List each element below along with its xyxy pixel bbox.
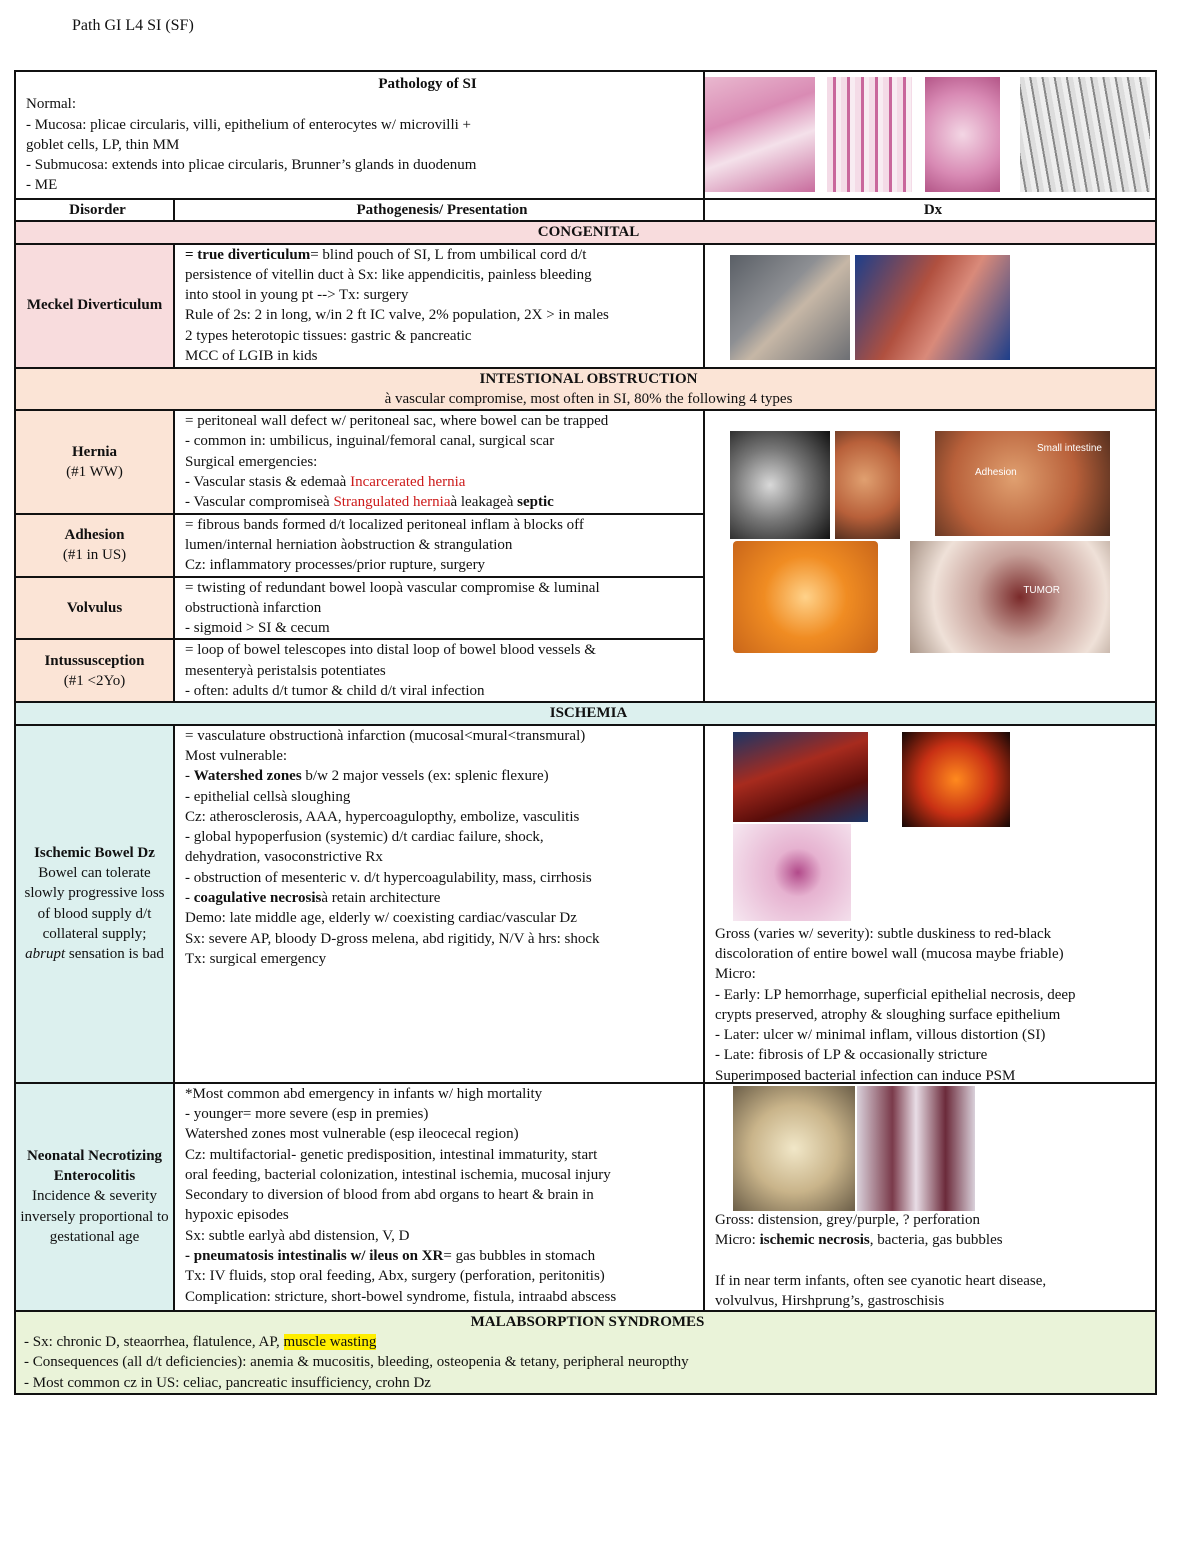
- gross-image: [730, 255, 850, 360]
- volvulus-text: obstructionà infarction: [185, 599, 322, 616]
- hernia-text: à leakageà: [450, 494, 518, 511]
- gross-image: [733, 1086, 855, 1211]
- micro-image: [733, 824, 851, 921]
- ischemic-text: - global hypoperfusion (systemic) d/t cardiac failure, shock,: [185, 829, 544, 846]
- ischemic-text: à retain architecture: [321, 890, 441, 907]
- disorder-sub: (#1 <2Yo): [63, 672, 126, 689]
- ischemic-text: Cz: atherosclerosis, AAA, hypercoagulopthy, embolize, vasculitis: [185, 808, 580, 825]
- column-header: Disorder: [15, 199, 174, 221]
- image-label: Adhesion: [975, 467, 1017, 479]
- histology-images: [704, 71, 1156, 199]
- adhesion-text: lumen/internal herniation àobstruction & strangulation: [185, 536, 513, 553]
- highlighted-text: muscle wasting: [283, 1333, 377, 1350]
- meckel-text: Rule of 2s: 2 in long, w/in 2 ft IC valve, 2% population, 2X > in males: [185, 307, 609, 324]
- nec-text: Watershed zones most vulnerable (esp ileocecal region): [185, 1126, 519, 1143]
- hernia-text: - Vascular stasis & edemaà: [185, 474, 351, 491]
- section-obstruction: [15, 368, 1156, 411]
- column-header: Pathogenesis/ Presentation: [174, 199, 704, 221]
- image-label: Small intestine: [1036, 443, 1102, 455]
- ischemic-dx: - Early: LP hemorrhage, superficial epithelial necrosis, deep: [715, 986, 1076, 1003]
- section-malabsorption: [15, 1311, 1156, 1394]
- page-header: Path GI L4 SI (SF): [72, 17, 194, 34]
- intussusception-text: mesenteryà peristalsis potentiates: [185, 662, 386, 679]
- ischemic-text: Tx: surgical emergency: [185, 950, 327, 967]
- ischemic-text: = vasculature obstructionà infarction (mucosal<mural<transmural): [185, 727, 586, 744]
- ischemic-bold: Watershed zones: [193, 768, 302, 785]
- disorder-name: Ischemic Bowel Dz: [34, 844, 155, 861]
- disorder-desc: Incidence & severity inversely proportional to gestational age: [20, 1188, 169, 1246]
- meckel-images: [704, 244, 1156, 368]
- ischemic-dx: Superimposed bacterial infection can induce PSM: [715, 1067, 1016, 1084]
- disorder-desc: Bowel can tolerate slowly progressive loss of blood supply d/t collateral supply;: [24, 865, 165, 942]
- obstruction-images: [704, 410, 1156, 702]
- disorder-desc: sensation is bad: [65, 946, 164, 963]
- hernia-bold: septic: [517, 494, 554, 511]
- disorder-name: Volvulus: [15, 577, 174, 640]
- section-congenital: [15, 221, 1156, 243]
- gross-image: [902, 732, 1010, 827]
- disorder-name: Neonatal Necrotizing Enterocolitis: [26, 1147, 163, 1185]
- section-subtitle: à vascular compromise, most often in SI, 80% the following 4 types: [384, 390, 793, 407]
- ischemic-dx: crypts preserved, atrophy & sloughing surface epithelium: [715, 1006, 1061, 1023]
- section-title: CONGENITAL: [15, 221, 1156, 243]
- ischemic-text: b/w 2 major vessels (ex: splenic flexure): [301, 768, 549, 785]
- disorder-desc-italic: abrupt: [25, 946, 66, 963]
- gross-image: [910, 541, 1110, 653]
- adhesion-text: = fibrous bands formed d/t localized peritoneal inflam à blocks off: [185, 516, 584, 533]
- gross-image: [733, 732, 868, 822]
- histology-image: [925, 77, 1000, 192]
- gross-image: [733, 541, 878, 653]
- nec-dx: Micro:: [715, 1231, 760, 1248]
- intro-line: goblet cells, LP, thin MM: [26, 136, 180, 153]
- histology-image: [705, 77, 815, 192]
- image-label: TUMOR: [1023, 585, 1060, 597]
- gross-image: [857, 1086, 975, 1211]
- intro-line: - ME: [26, 177, 58, 194]
- nec-dx: If in near term infants, often see cyanotic heart disease,: [715, 1272, 1047, 1289]
- nec-text: hypoxic episodes: [185, 1207, 289, 1224]
- disorder-sub: (#1 WW): [66, 463, 123, 480]
- intussusception-text: - often: adults d/t tumor & child d/t viral infection: [185, 683, 485, 700]
- intro-line: - Submucosa: extends into plicae circularis, Brunner’s glands in duodenum: [26, 157, 477, 174]
- section-title: INTESTIONAL OBSTRUCTION: [479, 370, 698, 387]
- nec-text: oral feeding, bacterial colonization, intestinal ischemia, mucosal injury: [185, 1166, 611, 1183]
- ischemic-dx: Gross (varies w/ severity): subtle duskiness to red-black: [715, 925, 1052, 942]
- intro-line: - Mucosa: plicae circularis, villi, epithelium of enterocytes w/ microvilli +: [26, 116, 471, 133]
- volvulus-text: = twisting of redundant bowel loopà vascular compromise & luminal: [185, 579, 600, 596]
- section-ischemia: [15, 702, 1156, 724]
- row-hernia: [15, 410, 1156, 513]
- volvulus-text: - sigmoid > SI & cecum: [185, 620, 330, 637]
- xray-image: [730, 431, 830, 539]
- nec-text: Secondary to diversion of blood from abd organs to heart & brain in: [185, 1187, 594, 1204]
- intussusception-text: = loop of bowel telescopes into distal loop of bowel blood vessels &: [185, 642, 596, 659]
- hernia-red-text: Incarcerated hernia: [350, 474, 466, 491]
- column-header: Dx: [704, 199, 1156, 221]
- hernia-text: Surgical emergencies:: [185, 453, 318, 470]
- hernia-text: - common in: umbilicus, inguinal/femoral canal, surgical scar: [185, 433, 555, 450]
- intro-line: Normal:: [26, 96, 76, 113]
- nec-text: Sx: subtle earlyà abd distension, V, D: [185, 1227, 410, 1244]
- nec-text: - younger= more severe (esp in premies): [185, 1105, 429, 1122]
- histology-image: [827, 77, 912, 192]
- nec-text: *Most common abd emergency in infants w/ high mortality: [185, 1085, 543, 1102]
- ischemic-text: Demo: late middle age, elderly w/ coexisting cardiac/vascular Dz: [185, 910, 577, 927]
- nec-text: = gas bubbles in stomach: [443, 1248, 596, 1265]
- malabsorption-text: - Sx: chronic D, steaorrhea, flatulence, AP,: [24, 1333, 284, 1350]
- meckel-text: persistence of vitellin duct à Sx: like appendicitis, painless bleeding: [185, 266, 592, 283]
- adhesion-text: Cz: inflammatory processes/prior rupture, surgery: [185, 557, 486, 574]
- ischemic-text: -: [185, 890, 194, 907]
- gross-image: [855, 255, 1010, 360]
- histology-image: [1020, 77, 1150, 192]
- malabsorption-text: - Consequences (all d/t deficiencies): anemia & mucositis, bleeding, osteopenia & tetany, peripheral neuropthy: [24, 1354, 689, 1371]
- ischemic-text: - epithelial cellsà sloughing: [185, 788, 351, 805]
- row-ischemic-bowel: [15, 725, 1156, 1083]
- column-header-row: [15, 199, 1156, 221]
- ischemic-text: - obstruction of mesenteric v. d/t hypercoagulability, mass, cirrhosis: [185, 869, 592, 886]
- meckel-text: 2 types heterotopic tissues: gastric & pancreatic: [185, 327, 472, 344]
- nec-text: Tx: IV fluids, stop oral feeding, Abx, surgery (perforation, peritonitis): [185, 1268, 605, 1285]
- nec-dx: volvulvus, Hirshprung’s, gastroschisis: [715, 1292, 945, 1309]
- ischemic-dx: - Later: ulcer w/ minimal inflam, villous distortion (SI): [715, 1027, 1046, 1044]
- row-nec: [15, 1083, 1156, 1311]
- hernia-red-text: Strangulated hernia: [333, 494, 451, 511]
- meckel-text: = blind pouch of SI, L from umbilical cord d/t: [310, 246, 587, 263]
- disorder-name: Intussusception: [44, 652, 145, 669]
- gross-image: [935, 431, 1110, 536]
- disorder-name: Hernia: [72, 443, 117, 460]
- meckel-text: into stool in young pt --> Tx: surgery: [185, 287, 409, 304]
- ischemic-dx: Micro:: [715, 966, 756, 983]
- nec-dx-bold: ischemic necrosis: [759, 1231, 870, 1248]
- meckel-text: MCC of LGIB in kids: [185, 348, 318, 365]
- ischemic-text: Sx: severe AP, bloody D-gross melena, abd rigitidy, N/V à hrs: shock: [185, 930, 600, 947]
- disorder-name: Adhesion: [64, 526, 125, 543]
- nec-dx: , bacteria, gas bubbles: [869, 1231, 1003, 1248]
- section-title: ISCHEMIA: [15, 702, 1156, 724]
- intro-row: [15, 71, 1156, 199]
- ischemic-text: Most vulnerable:: [185, 747, 288, 764]
- gross-image: [835, 431, 900, 539]
- hernia-text: - Vascular compromiseà: [185, 494, 334, 511]
- intro-title: Pathology of SI: [378, 76, 477, 92]
- disorder-name: Meckel Diverticulum: [15, 244, 174, 368]
- ischemic-text: -: [185, 768, 194, 785]
- malabsorption-text: - Most common cz in US: celiac, pancreatic insufficiency, crohn Dz: [24, 1374, 431, 1391]
- ischemic-text: dehydration, vasoconstrictive Rx: [185, 849, 383, 866]
- ischemic-bold: coagulative necrosis: [193, 890, 322, 907]
- meckel-bold: = true diverticulum: [185, 246, 311, 263]
- notes-table: [14, 70, 1157, 1395]
- nec-bold: - pneumatosis intestinalis w/ ileus on XR: [185, 1248, 444, 1265]
- section-title: MALABSORPTION SYNDROMES: [470, 1313, 705, 1330]
- hernia-text: = peritoneal wall defect w/ peritoneal sac, where bowel can be trapped: [185, 413, 609, 430]
- row-meckel: [15, 244, 1156, 368]
- nec-text: Complication: stricture, short-bowel syndrome, fistula, intraabd abscess: [185, 1288, 617, 1305]
- nec-dx: Gross: distension, grey/purple, ? perforation: [715, 1211, 980, 1228]
- nec-text: Cz: multifactorial- genetic predisposition, intestinal immaturity, start: [185, 1146, 598, 1163]
- disorder-sub: (#1 in US): [62, 547, 127, 564]
- ischemic-dx: - Late: fibrosis of LP & occasionally stricture: [715, 1047, 988, 1064]
- ischemic-dx: discoloration of entire bowel wall (mucosa maybe friable): [715, 945, 1064, 962]
